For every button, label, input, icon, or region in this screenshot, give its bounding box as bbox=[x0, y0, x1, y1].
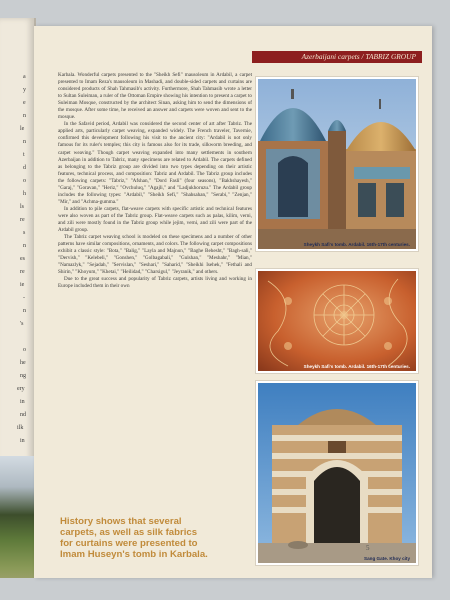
previous-page-text-fragment: in bbox=[20, 399, 25, 405]
photo-tomb-domes bbox=[255, 76, 419, 252]
previous-page-text-fragment: y bbox=[23, 87, 26, 93]
previous-page-text-fragment: n bbox=[23, 113, 26, 119]
previous-page-landscape-photo bbox=[0, 456, 34, 578]
previous-page-text-fragment: ery bbox=[17, 386, 25, 392]
section-header: Azerbaijani carpets / TABRIZ GROUP bbox=[252, 51, 422, 63]
previous-page-text-fragment: a bbox=[23, 74, 26, 80]
previous-page-text-fragment: t bbox=[23, 152, 25, 158]
photo-tomb-ceiling bbox=[255, 268, 419, 374]
previous-page-text-fragment: le bbox=[20, 126, 25, 132]
article-paragraph: Karbala. Wonderful carpets presented to the "Sheikh Sefi" mausoleum in Ardabil, a carpet presented to Imam Reza's mausoleum in Mashadi, and double-sided carpets and curtains are considered products of Shah Tahmasib's activity. Furthermore, Shah Tahmasib wrote a letter to Sultan Suleiman, a ruler of the Ottoman Empire showing his intention to present a carpet to Suleiman Mosque, constructed by the architect Sinan, asking him to send the dimensions of the mosque. After some time, he received an answer and carpets were woven and sent to the mosque. bbox=[58, 72, 252, 121]
previous-page-text-fragment: s bbox=[23, 230, 26, 236]
previous-page-text-fragment: o bbox=[23, 347, 26, 353]
book-page bbox=[34, 26, 432, 578]
tomb-domes-image bbox=[258, 79, 416, 249]
pull-quote: History shows that several carpets, as well as silk fabrics for curtains were presented to Imam Huseyn's tomb in Karbala. bbox=[60, 516, 208, 560]
previous-page-text-fragment: es bbox=[20, 256, 25, 262]
previous-page-text-fragment: ie bbox=[20, 282, 25, 288]
previous-page-text-fragment: d bbox=[23, 165, 26, 171]
previous-page-text-fragment: ls bbox=[20, 204, 25, 210]
previous-page-text-fragment: nd bbox=[20, 412, 26, 418]
tomb-ceiling-image bbox=[258, 271, 416, 371]
previous-page-text-fragment: n bbox=[23, 139, 26, 145]
photo-caption: Sheykh Safi's tomb. Ardabil. 16th-17th centuries. bbox=[303, 242, 410, 247]
article-paragraph: The Tabriz carpet weaving school is modeled on these specimens and a number of other patterns have similar compositions, ornaments, and colors. The following carpet compositions exhibit a classic style: "Bota," "Balig," "Layla and Majnun," "Baghe Behesht," "Bagh-sali," "Dervish," "Kelebeli," "Gonshen," "Golbagabali," "Gulshan," "Meshahr," "Mian," "Namazlyk," "Sejadah," "Servislan," "Seshari," "Saharid," "Sheikhi Isehek," "Fethali and Shirin," "Khoyum," "Khetai," "Heilidad," "Charsigul," "Jeyranik," and others. bbox=[58, 234, 252, 276]
previous-page-text-fragment: re bbox=[20, 269, 25, 275]
previous-page-text-fragment: n bbox=[23, 308, 26, 314]
article-paragraph: In addition to pile carpets, flat-weave carpets with specific artistic and technical features were also woven as part of the Tabriz group. Flat-weave carpets such as palas, kilim, verni, and zili were mostly found in the Tabriz group while jejim, verni, and zili were part of the Ardabil group. bbox=[58, 205, 252, 234]
photo-caption: Sang Gate. Khoy city bbox=[364, 556, 410, 561]
previous-page-edge bbox=[0, 18, 36, 578]
previous-page-text-fragment: n bbox=[23, 243, 26, 249]
previous-page-text-fragment: re bbox=[20, 217, 25, 223]
previous-page-text-fragment: e bbox=[23, 100, 26, 106]
previous-page-text-fragment: o bbox=[23, 178, 26, 184]
article-paragraph: In the Safavid period, Ardabil was considered the second center of art after Tabriz. The applied arts, particularly carpet weaving, expanded widely. The French traveler, Tavernie, confirmed this development following his visit to the ancient city: "Ardabil is not only famous for its ruler's temples; this city is famous also for its trade, silkworm breeding, and carpet weaving." Though carpet weaving expanded into many settlements in southern Azerbaijan in addition to Tabriz, many specimens are related to Ardabil. The carpets defined as belonging to the Tabriz group are divided into two types depending on their artistic features, technical process, and composition: Tabriz and Ardabil. The Tabriz group includes the following carpets: "Tabriz," "Afshan," "Dord Fasli" (four seasons), "Bakhshayesh," "Garaj," "Goravan," "Heriz," "Ovchuluq," "Agajli," and "Ladjukhoruzu." The Ardabil group includes the following types: "Ardabil," "Sheikh Sefi," "Shahsahan," "Serabi," "Zenjan," "Mir," and "Achma-gumma." bbox=[58, 121, 252, 205]
previous-page-text-fragment: h bbox=[23, 191, 26, 197]
page-number: 5 bbox=[366, 544, 370, 552]
sang-gate-image bbox=[258, 383, 416, 563]
previous-page-text-fragment: he bbox=[20, 360, 26, 366]
photo-caption: Sheykh Safi's tomb. Ardabil. 16th-17th centuries. bbox=[303, 364, 410, 369]
photo-sang-gate bbox=[255, 380, 419, 566]
previous-page-text-fragment: ng bbox=[20, 373, 26, 379]
previous-page-text-fragment: 's bbox=[20, 321, 24, 327]
previous-page-text-fragment: - bbox=[23, 295, 25, 301]
article-body bbox=[58, 72, 252, 482]
previous-page-text-fragment: ilk bbox=[17, 425, 24, 431]
previous-page-text-fragment: in bbox=[20, 438, 25, 444]
article-paragraph: Due to the great success and popularity of Tabriz carpets, artists living and working in Europe included them in their own bbox=[58, 276, 252, 290]
